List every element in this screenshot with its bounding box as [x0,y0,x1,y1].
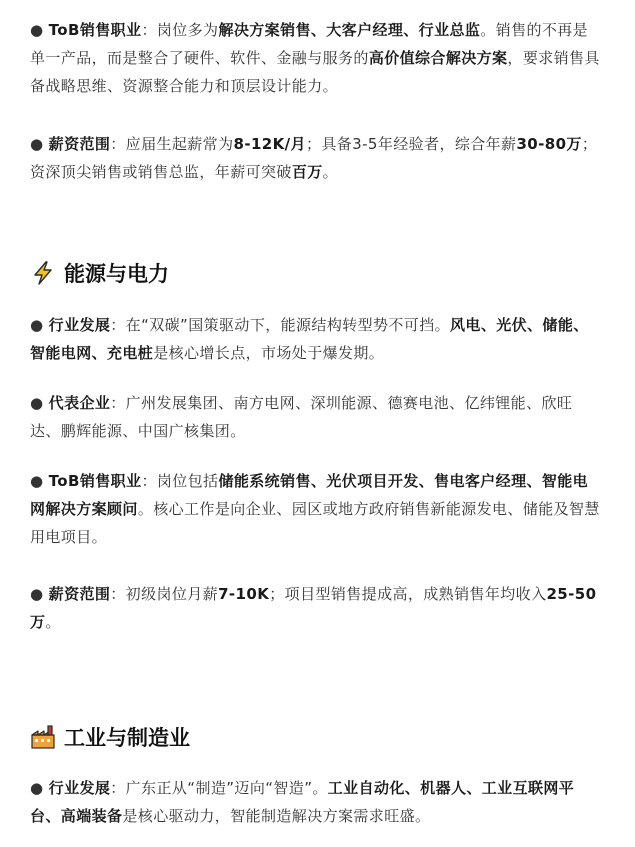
body-text: ；项目型销售提成高，成熟销售年均收入 [269,585,547,603]
body-text: ：在“双碳”国策驱动下，能源结构转型势不可挡。 [110,316,451,334]
body-text: ：初级岗位月薪 [110,585,219,603]
bold-text: 薪资范围 [48,135,111,153]
bold-text: 储能系统销售、光伏项目开发、售电客户经理、智能电网解决方案顾问 [30,472,589,518]
paragraph-energy-development [30,311,600,367]
body-text: ：广州发展集团、南方电网、深圳能源、德赛电池、亿纬锂能、欣旺达、鹏辉能源、中国广核集团。 [30,394,573,440]
body-text: 。销售的不再是单一产品，而是整合了硬件、软件、金融与服务的 [30,21,589,67]
lightning-icon [30,260,56,286]
body-text: ，要求销售具备战略思维、资源整合能力和顶层设计能力。 [30,49,600,95]
section-heading-manufacturing [30,722,190,752]
bold-text: 风电、光伏、储能、智能电网、充电桩 [30,316,589,362]
body-text: ：应届生起薪常为 [110,135,234,153]
factory-icon [30,724,56,750]
bold-text: 25-50万 [30,585,597,631]
body-text: 是核心驱动力，智能制造解决方案需求旺盛。 [122,807,431,825]
section-heading-text: 工业与制造业 [64,726,190,750]
body-text: ：广东正从“制造”迈向“智造”。 [110,779,328,797]
body-text: 。 [322,163,339,181]
bold-text: 30-80万 [516,135,582,153]
bold-text: 7-10K [218,585,270,603]
body-text: ● [30,21,49,39]
bold-text: 高价值综合解决方案 [368,49,508,67]
body-text: 。 [45,613,61,631]
body-text: 是核心增长点，市场处于爆发期。 [153,344,385,362]
section-heading-energy [30,258,169,288]
section-heading-text: 能源与电力 [64,262,169,286]
bold-text: 工业自动化、机器人、工业互联网平台、高端装备 [30,779,575,825]
body-text: ；资深顶尖销售或销售总监，年薪可突破 [30,135,598,181]
paragraph-salary-range [30,130,600,186]
paragraph-energy-salary [30,580,600,636]
body-text: 。核心工作是向企业、园区或地方政府销售新能源发电、储能及智慧用电项目。 [30,500,600,546]
body-text: ● [30,779,49,797]
bold-text: 代表企业 [48,394,111,412]
body-text: ● [30,316,49,334]
paragraph-tob-sales-roles [30,16,600,100]
bold-text: 百万 [291,163,323,181]
paragraph-energy-sales-roles [30,467,600,551]
body-text: ● [30,472,49,490]
body-text: ：岗位多为 [141,21,219,39]
body-text: ● [30,135,49,153]
bold-text: 解决方案销售、大客户经理、行业总监 [218,21,481,39]
body-text: ：岗位包括 [141,472,219,490]
body-text: ；具备3-5年经验者，综合年薪 [305,135,517,153]
bold-text: 8-12K/月 [233,135,306,153]
bold-text: 行业发展 [48,779,111,797]
body-text: ● [30,394,49,412]
body-text: ● [30,585,49,603]
paragraph-energy-companies [30,389,600,445]
bold-text: ToB销售职业 [48,472,142,490]
paragraph-manufacturing-development [30,774,600,830]
bold-text: 薪资范围 [48,585,111,603]
bold-text: 行业发展 [48,316,111,334]
bold-text: ToB销售职业 [48,21,142,39]
